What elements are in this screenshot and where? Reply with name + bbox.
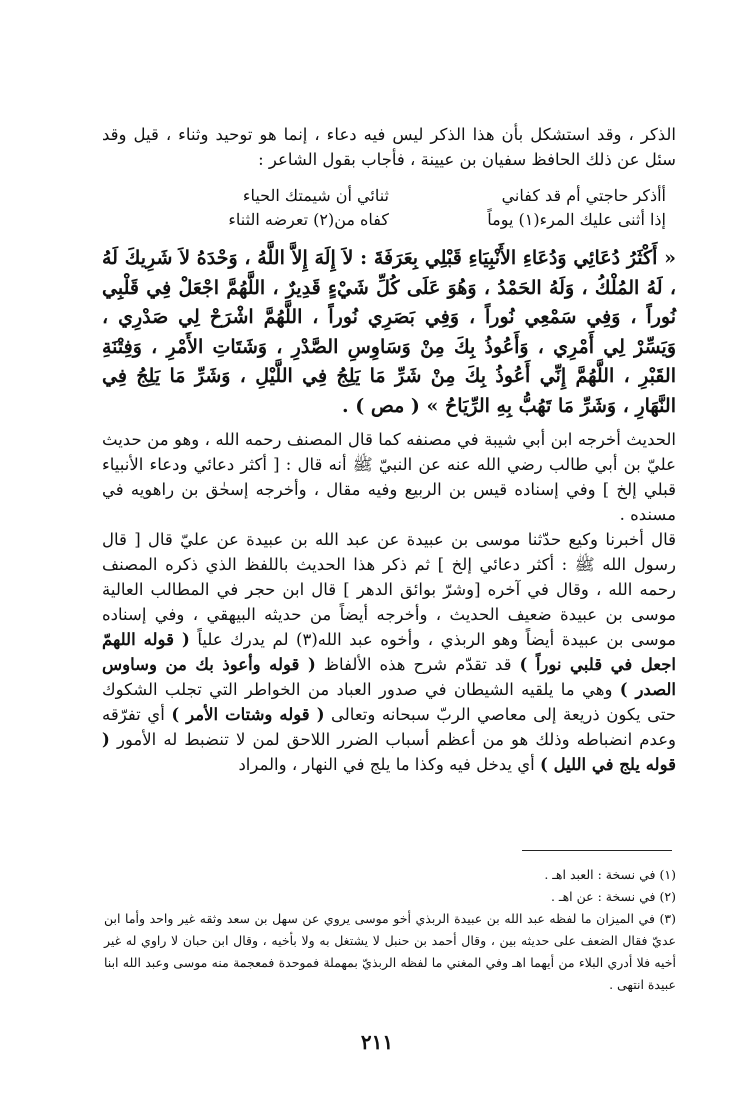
commentary-text: أي تفرّقه وعدم انضباطه وذلك هو من أعظم أسباب الضرر اللاحق لمن لا تنضبط له الأمور	[102, 705, 677, 749]
quote-heading: ( قوله وأعوذ بك من وساوس الصدر )	[102, 655, 676, 699]
verse-line2-first-hemistich: إذا أثنى عليك المرء(١) يوماً	[487, 210, 666, 229]
commentary-paragraph-1: الحديث أخرجه ابن أبي شيبة في مصنفه كما قال المصنف رحمه الله ، وهو من حديث عليّ بن أبي طالب رضي الله عنه عن النبيّ ﷺ أنه قال : [ أكثر دعائي ودعاء الأنبياء قبلي إلخ ] وفي إسناده قيس بن الربيع وفيه مقال ، وأخرجه إسحٰق بن راهويه في مسنده .	[102, 430, 676, 524]
verse-line2-second-hemistich: كفاه من(٢) تعرضه الثناء	[228, 210, 389, 229]
commentary-text: وهي ما يلقيه الشيطان في صدور العباد من الخواطر التي تجلب الشكوك حتى يكون ذريعة إلى معاصي الربّ سبحانه وتعالى	[102, 680, 677, 724]
commentary-text: قال أخبرنا وكيع حدّثنا موسى بن عبيدة عن عبد الله بن عبيدة عن عليّ قال [ قال رسول الله ﷺ : أكثر دعائي إلخ ] ثم ذكر هذا الحديث باللفظ الذي ذكره المصنف رحمه الله ، وقال في آخره [وشرّ بوائق الدهر ] قال ابن حجر في المطالب العالية موسى بن عبيدة ضعيف الحديث ، وأخرجه أيضاً من حديثه البيهقي ، وفي إسناده موسى بن عبيدة أيضاً وهو الربذي ، وأخوه عبد الله(٣) لم يدرك علياً	[102, 530, 676, 649]
verse-line1-second-hemistich: ثنائي أن شيمتك الحياء	[242, 186, 389, 205]
footnote-separator	[522, 850, 672, 851]
quote-heading: ( قوله يلج في الليل )	[102, 730, 676, 774]
footnote-2: (٢) في نسخة : عن اهـ .	[550, 889, 676, 904]
footnotes	[104, 864, 676, 996]
footnote-3: (٣) في الميزان ما لفظه عبد الله بن عبيدة الربذي أخو موسى يروي عن سهل بن سعد وثقه غير واحد وأما ابن عديّ فقال الضعف على حديثه بين ، وقال أحمد بن حنبل لا يشتغل به ولا بأخيه ، وقال ابن حبان لا راوي له غير أخيه فلا أدري البلاء من أيهما اهـ وفي المغني ما لفظه الربذيّ بمهملة فموحدة فمعجمة منه موسى وعبد الله ابنا عبيدة انتهى .	[104, 911, 676, 992]
verse-line1-first-hemistich: أأذكر حاجتي أم قد كفاني	[501, 186, 666, 205]
poem-verses	[142, 184, 666, 232]
quote-heading: ( قوله اللهمّ اجعل في قلبي نوراً )	[102, 630, 676, 674]
commentary-text: أي يدخل فيه وكذا ما يلج في النهار ، والمراد	[238, 755, 535, 774]
commentary-text: قد تقدّم شرح هذه الألفاظ	[323, 655, 512, 674]
main-text-block	[102, 122, 676, 777]
footnote-1: (١) في نسخة : العبد اهـ .	[544, 867, 676, 882]
hadith-text: « أَكْثَرُ دُعَائِي وَدُعَاءِ الأَنْبِيَاءِ قَبْلِي بِعَرَفَةَ : لاَ إِلَهَ إِلاَّ اللَّهُ ، وَحْدَهُ لاَ شَرِيكَ لَهُ ، لَهُ المُلْكُ ، وَلَهُ الحَمْدُ ، وَهُوَ عَلَى كُلِّ شَيْءٍ قَدِيرٌ ، اللَّهُمَّ اجْعَلْ فِي قَلْبِي نُوراً ، وَفِي سَمْعِي نُوراً ، وَفِي بَصَرِي نُوراً ، اللَّهُمَّ اشْرَحْ لِي صَدْرِي ، وَيَسِّرْ لِي أَمْرِي ، وَأَعُوذُ بِكَ مِنْ وَسَاوِسِ الصَّدْرِ ، وَشَتَاتِ الأَمْرِ ، وَفِتْنَةِ القَبْرِ ، اللَّهُمَّ إِنِّي أَعُوذُ بِكَ مِنْ شَرِّ مَا يَلِجُ فِي اللَّيْلِ ، وَشَرِّ مَا يَلِجُ فِي النَّهَارِ ، وَشَرِّ مَا تَهُبُّ بِهِ الرِّيَاحُ » ( مص ) .	[102, 247, 676, 417]
intro-paragraph: الذكر ، وقد استشكل بأن هذا الذكر ليس فيه دعاء ، إنما هو توحيد وثناء ، قيل وقد سئل عن ذلك الحافظ سفيان بن عيينة ، فأجاب بقول الشاعر :	[102, 125, 676, 169]
page-number: ٢١١	[360, 1030, 394, 1054]
commentary-paragraph-2	[102, 527, 676, 777]
quote-heading: ( قوله وشتات الأمر )	[171, 705, 325, 724]
